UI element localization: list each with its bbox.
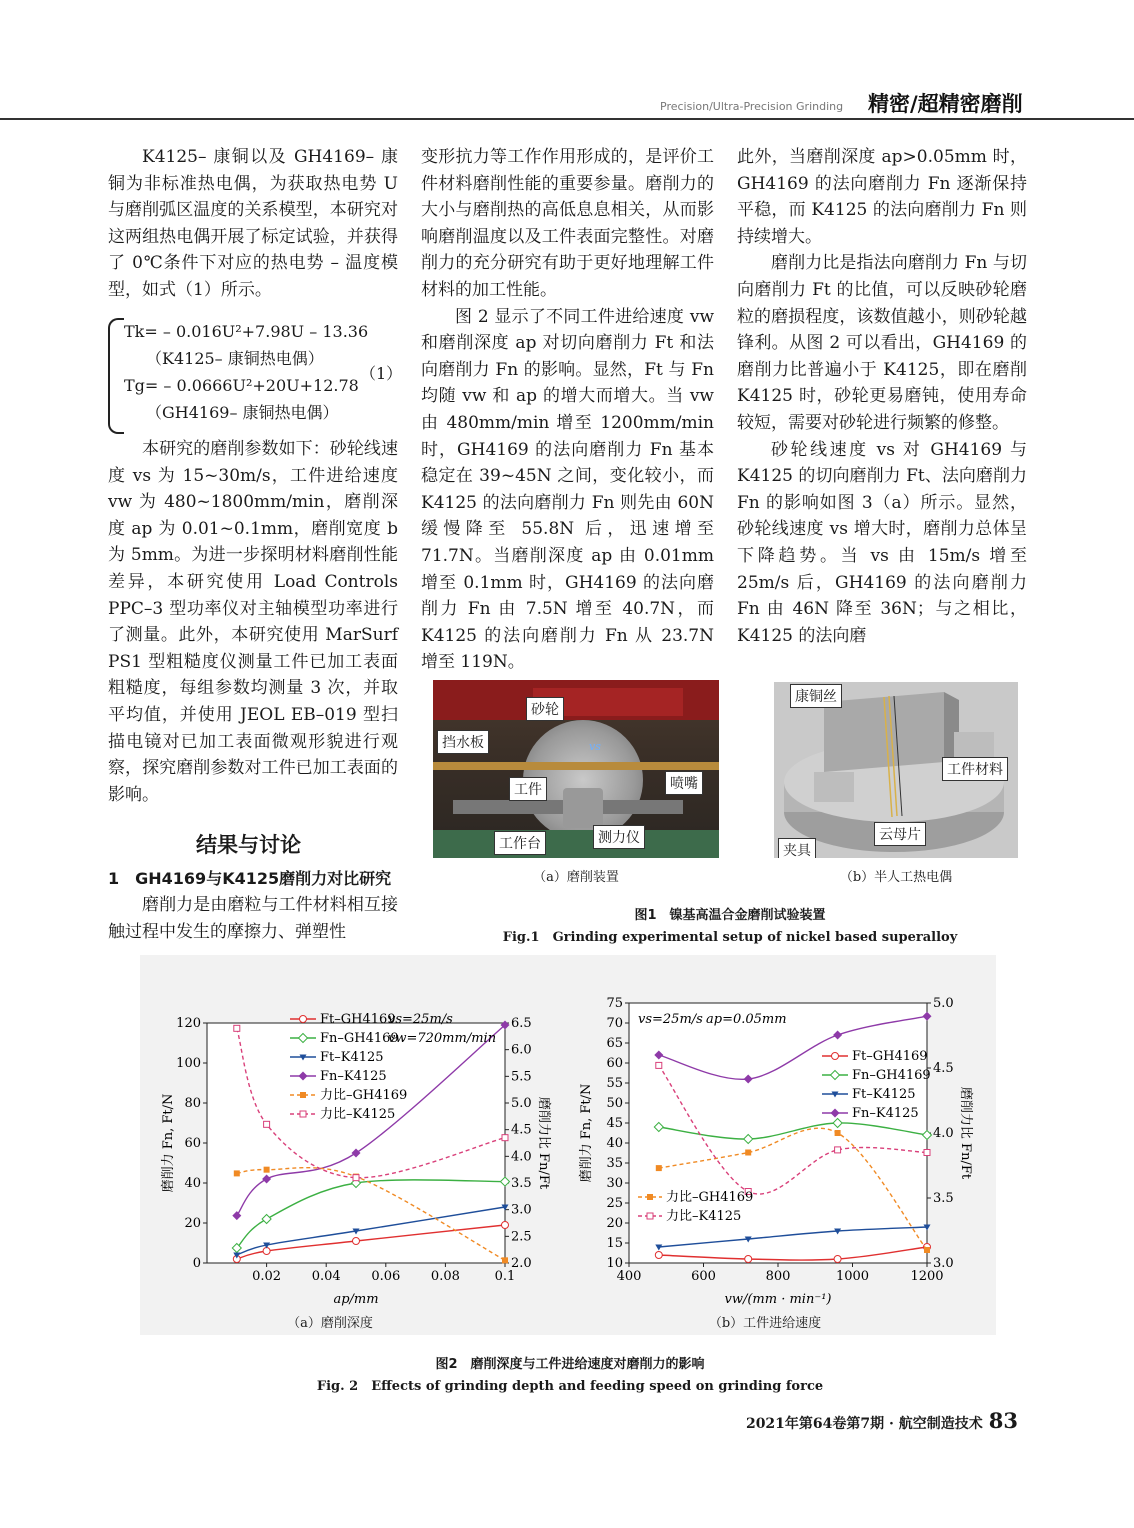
y2-tick-label: 3.0 (511, 1202, 532, 1218)
fig2-title-en: Fig. 2 Effects of grinding depth and feeding speed on grinding force (316, 1379, 824, 1394)
fig1-title-zh: 图1 镍基高温合金磨削试验装置 (634, 908, 826, 923)
fig2-title-zh: 图2 磨削深度与工件进给速度对磨削力的影响 (435, 1357, 705, 1372)
data-point (502, 1222, 509, 1229)
x-axis-label: vw/(mm · min⁻¹) (724, 1292, 832, 1307)
x-tick-label: 0.08 (430, 1269, 460, 1284)
y-tick-label: 100 (176, 1056, 201, 1071)
y-tick-label: 70 (606, 1016, 623, 1031)
section-title: 结果与讨论 (196, 833, 301, 857)
fig1a-caption: （a）磨削装置 (533, 870, 619, 885)
equation-number: （1） (360, 364, 403, 383)
legend-entry: 力比–K4125 (320, 1107, 396, 1122)
equation-brace (108, 318, 124, 434)
col3-paragraph-1: 此外，当磨削深度 ap>0.05mm 时，GH4169 的法向磨削力 Fn 逐渐保持平稳，而 K4125 的法向磨削力 Fn 则持续增大。 (737, 147, 1027, 247)
label-wheel: 砂轮 (526, 697, 564, 721)
col3-paragraph-2: 磨削力比是指法向磨削力 Fn 与切向磨削力 Ft 的比值，可以反映砂轮磨粒的磨损程度，该数值越小，则砂轮越锋利。从图 2 可以看出，GH4169 的磨削力比普遍小于 K4125，即在磨削 K4125 时，砂轮更易磨钝，使用寿命较短，需要对砂轮进行频繁的修整。 (737, 253, 1027, 433)
chart-condition: vw=720mm/min (388, 1031, 497, 1046)
y2-tick-label: 5.0 (933, 996, 954, 1011)
y2-axis-label: 磨削力比 Fn/Ft (536, 1096, 551, 1190)
fig2a-caption: （a）磨削深度 (287, 1316, 373, 1331)
y2-tick-label: 4.0 (511, 1149, 532, 1165)
y-tick-label: 50 (606, 1096, 623, 1111)
data-point (353, 1238, 360, 1245)
legend-entry: 力比–GH4169 (320, 1088, 408, 1103)
col3-paragraph-3: 砂轮线速度 vs 对 GH4169 与 K4125 的切向磨削力 Ft、法向磨削力 Fn 的影响如图 3（a）所示。显然，砂轮线速度 vs 增大时，磨削力总体呈下降趋势。当 vs 由 15m/s 增至 25m/s 后，GH4169 的法向磨削力 Fn 由 46N 降至 36N；与之相比，K4125 的法向磨 (737, 439, 1027, 646)
legend-marker (300, 1016, 307, 1023)
x-tick-label: 0.1 (494, 1269, 516, 1284)
label-workpiece: 工件 (509, 777, 547, 801)
equation-line-1: Tk= – 0.016U²+7.98U – 13.36 (124, 322, 369, 341)
label-mica: 云母片 (874, 822, 926, 846)
y2-axis-label: 磨削力比 Fn/Ft (958, 1086, 973, 1180)
fig1a-photo (433, 680, 719, 858)
dynamometer-block (563, 788, 603, 828)
legend-entry: Ft–K4125 (852, 1087, 916, 1102)
legend-entry: Ft–GH4169 (852, 1049, 928, 1064)
x-tick-label: 1000 (835, 1269, 870, 1284)
table-base (433, 830, 719, 858)
y2-tick-label: 3.5 (511, 1176, 532, 1191)
chart-condition: vs=25m/s (638, 1012, 703, 1027)
data-point (924, 1150, 930, 1156)
legend-marker (832, 1053, 839, 1060)
col1-paragraph-3: 磨削力是由磨粒与工件材料相互接触过程中发生的摩擦力、弹塑性 (108, 895, 398, 942)
label-worktable: 工作台 (494, 831, 546, 855)
y-tick-label: 25 (606, 1196, 623, 1211)
legend-marker (300, 1111, 306, 1117)
x-axis-label: ap/mm (333, 1292, 379, 1307)
y-tick-label: 60 (606, 1056, 623, 1071)
fig1-title-en: Fig.1 Grinding experimental setup of nickel based superalloy (502, 930, 958, 945)
column-1-end (108, 892, 398, 945)
y2-tick-label: 3.5 (933, 1191, 954, 1206)
data-point (655, 1252, 662, 1259)
y2-tick-label: 6.5 (511, 1016, 532, 1031)
page-footer (746, 1408, 1018, 1433)
col1-paragraph-2: 本研究的磨削参数如下：砂轮线速度 vs 为 15~30m/s，工件进给速度 vw 为 480~1800mm/min，磨削深度 ap 为 0.01~0.1mm，磨削宽度 b 为 5mm。为进一步探明材料磨削性能差异，本研究使用 Load Controls PPC–3 型功率仪对主轴模型功率进行了测量。此外，本研究使用 MarSurf PS1 型粗糙度仪测量工件已加工表面粗糙度，每组参数均测量 3 次，并取平均值，并使用 JEOL EB–019 型扫描电镜对已加工表面微观形貌进行观察，探究磨削参数对工件已加工表面的影响。 (108, 439, 398, 805)
y2-tick-label: 2.0 (511, 1256, 532, 1271)
data-point (745, 1150, 751, 1156)
data-point (835, 1130, 841, 1136)
column-3 (737, 144, 1027, 649)
data-point (502, 1257, 508, 1263)
legend-marker (647, 1194, 653, 1200)
column-1-cont (108, 436, 398, 808)
y-tick-label: 65 (606, 1036, 623, 1051)
label-baffle: 挡水板 (437, 730, 489, 754)
legend-entry: 力比–GH4169 (666, 1190, 754, 1205)
data-point (656, 1062, 662, 1068)
equation-line-3: Tg= – 0.0666U²+20U+12.78 (124, 376, 359, 395)
column-2 (421, 144, 714, 676)
legend-marker (300, 1092, 306, 1098)
legend-entry: Ft–K4125 (320, 1050, 384, 1065)
y2-tick-label: 6.0 (511, 1042, 532, 1058)
page-number: 83 (988, 1408, 1018, 1433)
equation-line-4: （GH4169– 康铜热电偶） (146, 403, 339, 422)
y2-tick-label: 5.5 (511, 1069, 532, 1085)
data-point (502, 1135, 508, 1141)
y-tick-label: 0 (192, 1256, 201, 1271)
legend-entry: Ft–GH4169 (320, 1012, 396, 1027)
data-point (745, 1256, 752, 1263)
fig2a-chart (140, 955, 560, 1335)
label-constantan-wire: 康铜丝 (790, 684, 842, 708)
x-tick-label: 0.04 (311, 1269, 341, 1284)
data-point (234, 1170, 240, 1176)
plot-frame (629, 1003, 927, 1263)
label-fixture: 夹具 (778, 838, 816, 858)
data-point (234, 1025, 240, 1031)
y2-tick-label: 4.0 (933, 1126, 954, 1141)
data-point (834, 1256, 841, 1263)
baffle-bar (433, 762, 719, 770)
data-point (924, 1247, 930, 1253)
y2-tick-label: 4.5 (511, 1122, 532, 1138)
equation-1 (108, 318, 403, 434)
data-point (264, 1167, 270, 1173)
label-work-material: 工件材料 (942, 757, 1008, 781)
col2-paragraph-2: 图 2 显示了不同工件进给速度 vw 和磨削深度 ap 对切向磨削力 Ft 和法向磨削力 Fn 的影响。显然，Ft 与 Fn 均随 vw 和 ap 的增大而增大。当 vw 由 480mm/min 增至 1200mm/min 时，GH4169 的法向磨削力 Fn 基本稳定在 39~45N 之间，变化较小，而 K4125 的法向磨削力 Fn 则先由 60N 缓慢降至 55.8N 后，迅速增至 71.7N。当磨削深度 ap 由 0.01mm 增至 0.1mm 时，GH4169 的法向磨削力 Fn 由 7.5N 增至 40.7N，而 K4125 的法向磨削力 Fn 从 23.7N 增至 119N。 (421, 306, 714, 673)
x-tick-label: 400 (616, 1269, 642, 1284)
legend-entry: 力比–K4125 (666, 1209, 742, 1224)
chart-condition: vs=25m/s (388, 1012, 453, 1027)
equation-line-2: （K4125– 康铜热电偶） (146, 349, 324, 368)
x-tick-label: 1200 (910, 1269, 944, 1284)
footer-issue: 2021年第64卷第7期 · 航空制造技术 (745, 1416, 983, 1432)
fig1b-caption: （b）半人工热电偶 (839, 870, 953, 885)
y-tick-label: 80 (184, 1096, 201, 1111)
legend-entry: Fn–GH4169 (852, 1068, 931, 1083)
col1-paragraph-1: K4125– 康铜以及 GH4169– 康铜为非标准热电偶，为获取热电势 U 与磨削弧区温度的关系模型，本研究对这两组热电偶开展了标定试验，并获得了 0℃条件下对应的热电势 – 温度模型，如式（1）所示。 (108, 147, 398, 300)
legend-entry: Fn–K4125 (852, 1106, 919, 1121)
y-tick-label: 75 (606, 996, 623, 1011)
label-nozzle: 喷嘴 (665, 771, 703, 795)
y2-tick-label: 5.0 (511, 1096, 532, 1111)
data-point (656, 1165, 662, 1171)
y-tick-label: 15 (606, 1236, 623, 1251)
y-tick-label: 60 (184, 1136, 201, 1151)
legend-entry: Fn–K4125 (320, 1069, 387, 1084)
y-axis-label: 磨削力 Fn, Ft/N (579, 1083, 594, 1183)
data-point (353, 1175, 359, 1181)
col2-paragraph-1: 变形抗力等工作作用形成的，是评价工件材料磨削性能的重要参量。磨削力的大小与磨削热的高低息息相关，从而影响磨削温度以及工件表面完整性。对磨削力的充分研究有助于更好地理解工件材料的加工性能。 (421, 147, 714, 300)
running-header-en: Precision/Ultra-Precision Grinding (660, 100, 844, 113)
y2-tick-label: 3.0 (933, 1256, 954, 1271)
y-tick-label: 55 (606, 1076, 623, 1091)
fig1b-drawing (774, 682, 1018, 858)
y-tick-label: 40 (184, 1176, 201, 1191)
chart-condition: ap=0.05mm (706, 1012, 787, 1027)
header-rule (0, 118, 1134, 120)
label-dynamometer: 测力仪 (593, 825, 645, 849)
y-tick-label: 40 (606, 1136, 623, 1151)
fig2b-caption: （b）工件进给速度 (708, 1316, 822, 1331)
running-header-zh: 精密/超精密磨削 (868, 92, 1023, 116)
y-tick-label: 30 (606, 1176, 623, 1191)
y-tick-label: 20 (606, 1216, 623, 1231)
legend-entry: Fn–GH4169 (320, 1031, 399, 1046)
y-tick-label: 20 (184, 1216, 201, 1231)
y-tick-label: 45 (606, 1116, 623, 1131)
y-tick-label: 10 (606, 1256, 623, 1271)
y-tick-label: 35 (606, 1156, 623, 1171)
x-tick-label: 600 (691, 1269, 716, 1284)
data-point (263, 1248, 270, 1255)
y2-tick-label: 4.5 (933, 1061, 954, 1076)
x-tick-label: 800 (765, 1269, 791, 1284)
fig2b-chart (570, 955, 996, 1335)
data-point (835, 1147, 841, 1153)
x-tick-label: 0.02 (252, 1269, 282, 1284)
x-tick-label: 0.06 (371, 1269, 401, 1284)
data-point (264, 1121, 270, 1127)
subsection-title: 1 GH4169与K4125磨削力对比研究 (108, 869, 392, 888)
label-vs: vs (589, 740, 601, 753)
y2-tick-label: 2.5 (511, 1229, 532, 1245)
y-tick-label: 120 (176, 1016, 201, 1031)
y-axis-label: 磨削力 Fn, Ft/N (161, 1093, 176, 1193)
column-1 (108, 144, 398, 304)
legend-marker (647, 1213, 653, 1219)
